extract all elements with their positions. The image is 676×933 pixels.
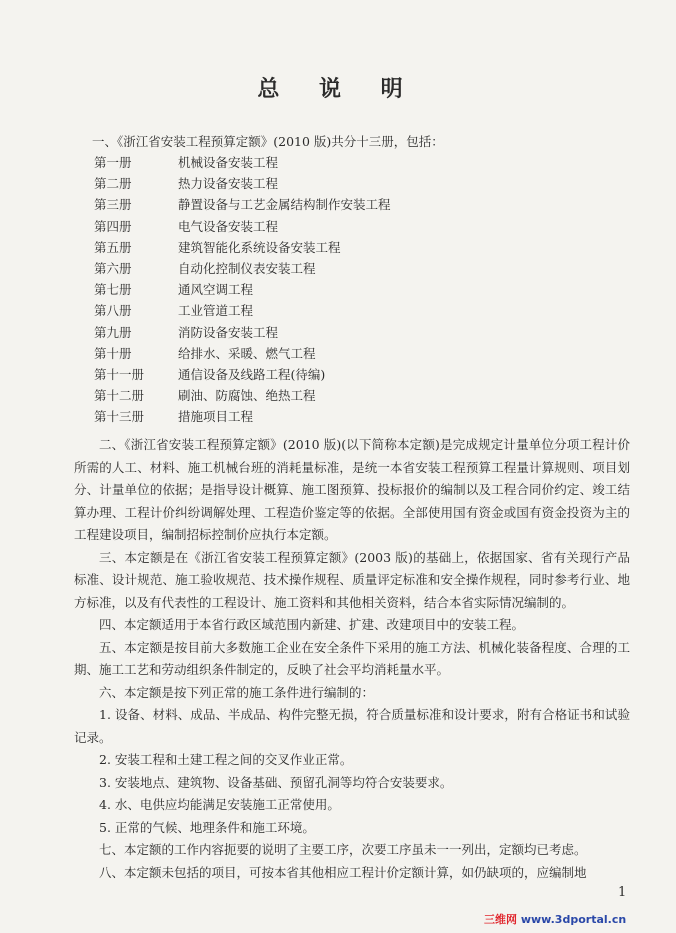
- volume-name: 给排水、采暖、燃气工程: [178, 345, 316, 361]
- volume-name: 建筑智能化系统设备安装工程: [178, 239, 341, 255]
- paragraph: 六、本定额是按下列正常的施工条件进行编制的：: [99, 684, 375, 700]
- volume-number: 第十三册: [94, 409, 145, 425]
- volume-number: 第十一册: [94, 366, 145, 382]
- volume-item: [94, 195, 391, 216]
- volume-item: [94, 174, 391, 195]
- paragraph: 五、本定额是按目前大多数施工企业在安全条件下采用的施工方法、机械化装备程度、合理的工期、施工工艺和劳动组织条件制定的，反映了社会平均消耗量水平。: [74, 639, 630, 677]
- volume-item: [94, 280, 391, 301]
- volume-name: 热力设备安装工程: [178, 176, 279, 192]
- volume-number: 第二册: [94, 176, 132, 192]
- paragraph: 2. 安装工程和土建工程之间的交叉作业正常。: [99, 752, 353, 767]
- volume-number: 第四册: [94, 218, 132, 234]
- volume-item: [94, 386, 391, 407]
- volume-number: 第十二册: [94, 388, 145, 404]
- paragraph: 二、《浙江省安装工程预算定额》(2010 版)(以下简称本定额)是完成规定计量单位分项工程计价所需的人工、材料、施工机械台班的消耗量标准，是统一本省安装工程预算工程量计算规则、项目划分、计量单位的依据；是指导设计概算、施工图预算、投标报价的编制以及工程合同价约定、竣工结算办理、工程计价纠纷调解处理、工程造价鉴定等的依据。全部使用国有资金或国有资金投资为主的工程建设项目，编制招标控制价应执行本定额。: [74, 437, 630, 542]
- watermark: [484, 911, 626, 927]
- intro-paragraph: 一、《浙江省安装工程预算定额》(2010 版)共分十三册，包括：: [92, 134, 444, 149]
- volume-number: 第十册: [94, 345, 132, 361]
- volume-name: 措施项目工程: [178, 409, 254, 425]
- paragraph: 七、本定额的工作内容扼要的说明了主要工序，次要工序虽未一一列出，定额均已考虑。: [99, 842, 587, 857]
- watermark-name: 三维网: [484, 913, 517, 926]
- volume-number: 第一册: [94, 155, 132, 170]
- paragraph: 5. 正常的气候、地理条件和施工环境。: [99, 819, 315, 835]
- paragraph: 1. 设备、材料、成品、半成品、构件完整无损，符合质量标准和设计要求，附有合格证书和试验记录。: [74, 707, 630, 745]
- volume-name: 通信设备及线路工程(待编): [178, 366, 326, 382]
- page-title: 总 说 明: [257, 77, 419, 102]
- volume-item: [94, 301, 391, 322]
- paragraph: 3. 安装地点、建筑物、设备基础、预留孔洞等均符合安装要求。: [99, 774, 453, 790]
- volume-item: [94, 153, 391, 174]
- volume-name: 刷油、防腐蚀、绝热工程: [178, 388, 316, 404]
- volume-item: [94, 323, 391, 344]
- volume-item: [94, 259, 391, 280]
- volume-name: 通风空调工程: [178, 282, 254, 298]
- volume-number: 第三册: [94, 197, 132, 213]
- volume-name: 静置设备与工艺金属结构制作安装工程: [178, 197, 391, 213]
- volume-item: [94, 238, 391, 259]
- volume-name: 消防设备安装工程: [178, 324, 279, 340]
- paragraph: 八、本定额未包括的项目，可按本省其他相应工程计价定额计算，如仍缺项的，应编制地: [99, 864, 587, 880]
- volume-name: 机械设备安装工程: [178, 155, 279, 170]
- paragraph: 4. 水、电供应均能满足安装施工正常使用。: [99, 797, 340, 812]
- volume-name: 自动化控制仪表安装工程: [178, 260, 316, 276]
- volume-number: 第五册: [94, 239, 132, 255]
- volume-number: 第六册: [94, 260, 132, 276]
- page-number: 1: [618, 885, 627, 900]
- volume-item: [94, 344, 391, 365]
- volume-name: 电气设备安装工程: [178, 218, 279, 234]
- body-text: [74, 434, 630, 884]
- volume-number: 第九册: [94, 324, 132, 340]
- watermark-url: www.3dportal.cn: [520, 913, 627, 926]
- volume-item: [94, 365, 391, 386]
- volume-name: 工业管道工程: [178, 303, 254, 319]
- paragraph: 四、本定额适用于本省行政区域范围内新建、扩建、改建项目中的安装工程。: [99, 617, 525, 632]
- paragraph: 三、本定额是在《浙江省安装工程预算定额》(2003 版)的基础上，依据国家、省有关现行产品标准、设计规范、施工验收规范、技术操作规程、质量评定标准和安全操作规程，同时参考行业、地方标准，以及有代表性的工程设计、施工资料和其他相关资料，结合本省实际情况编制的。: [74, 549, 630, 610]
- volume-item: [94, 407, 391, 428]
- volume-list: [94, 153, 391, 428]
- volume-item: [94, 217, 391, 238]
- volume-number: 第八册: [94, 303, 132, 319]
- volume-number: 第七册: [94, 282, 132, 298]
